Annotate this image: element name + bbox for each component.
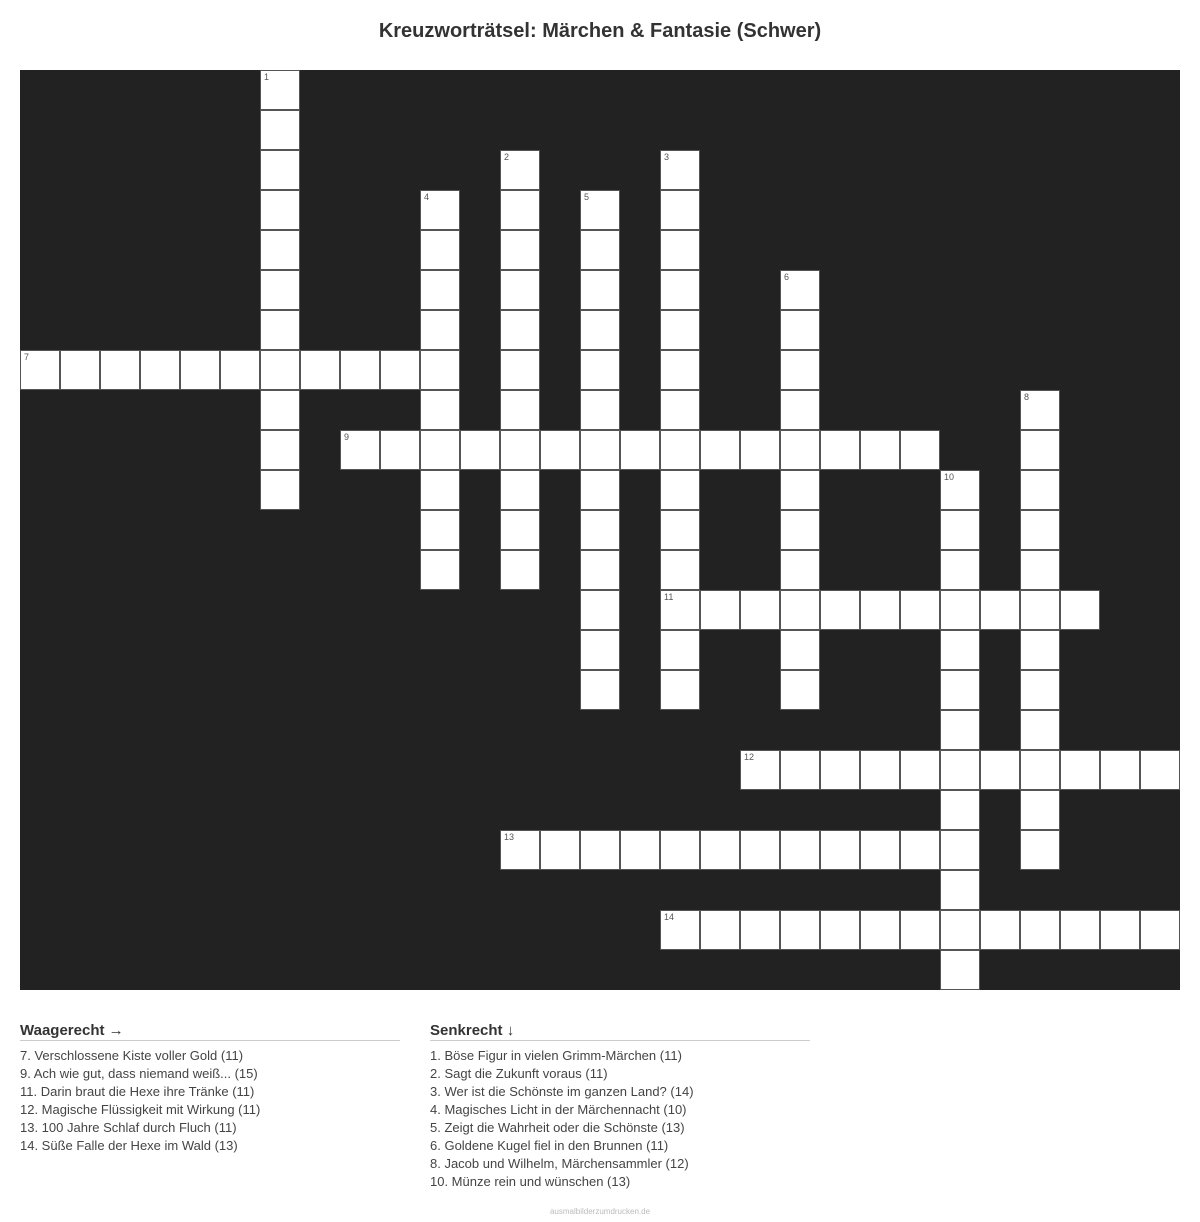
grid-cell[interactable]	[1060, 590, 1100, 630]
grid-cell[interactable]	[780, 350, 820, 390]
grid-cell[interactable]	[580, 230, 620, 270]
grid-cell[interactable]	[500, 350, 540, 390]
clue-number: 8	[1024, 392, 1030, 402]
clue-across: 9. Ach wie gut, dass niemand weiß... (15)	[20, 1066, 258, 1081]
grid-cell[interactable]	[420, 510, 460, 550]
clue-number: 3	[664, 152, 670, 162]
grid-cell[interactable]	[500, 430, 540, 470]
grid-cell[interactable]	[580, 270, 620, 310]
grid-cell[interactable]	[260, 150, 300, 190]
grid-cell[interactable]	[860, 910, 900, 950]
grid-cell[interactable]	[180, 350, 220, 390]
clue-down: 8. Jacob und Wilhelm, Märchensammler (12)	[430, 1156, 689, 1171]
grid-cell[interactable]	[660, 470, 700, 510]
grid-cell[interactable]	[1100, 910, 1140, 950]
grid-cell[interactable]	[500, 550, 540, 590]
footer-credit: ausmalbilderzumdrucken.de	[549, 1207, 651, 1216]
grid-cell[interactable]	[1020, 710, 1060, 750]
grid-cell[interactable]	[780, 630, 820, 670]
grid-cell[interactable]	[380, 350, 420, 390]
clue-across: 11. Darin braut die Hexe ihre Tränke (11)	[20, 1084, 255, 1099]
grid-cell[interactable]	[1140, 910, 1180, 950]
grid-cell[interactable]	[940, 950, 980, 990]
clue-number: 12	[744, 752, 755, 762]
grid-cell[interactable]	[1060, 910, 1100, 950]
grid-cell[interactable]	[940, 830, 980, 870]
grid-cell[interactable]	[940, 510, 980, 550]
grid-cell[interactable]	[500, 270, 540, 310]
grid-cell[interactable]	[780, 550, 820, 590]
grid-cell[interactable]	[580, 830, 620, 870]
clue-down: 5. Zeigt die Wahrheit oder die Schönste (13)	[430, 1120, 685, 1135]
grid-cell[interactable]	[420, 270, 460, 310]
clue-number: 14	[664, 912, 675, 922]
grid-cell[interactable]	[1020, 830, 1060, 870]
clue-number: 5	[584, 192, 590, 202]
grid-cell[interactable]	[940, 630, 980, 670]
grid-cell[interactable]	[660, 310, 700, 350]
grid-cell[interactable]	[940, 870, 980, 910]
grid-cell[interactable]	[740, 430, 780, 470]
grid-cell[interactable]	[780, 510, 820, 550]
grid-cell[interactable]	[580, 670, 620, 710]
grid-cell[interactable]	[340, 350, 380, 390]
grid-cell[interactable]	[660, 230, 700, 270]
grid-cell[interactable]	[540, 830, 580, 870]
grid-cell[interactable]	[780, 750, 820, 790]
grid-cell[interactable]	[780, 430, 820, 470]
clue-number: 7	[24, 352, 30, 362]
grid-cell[interactable]	[260, 430, 300, 470]
grid-cell[interactable]	[940, 590, 980, 630]
grid-cell[interactable]	[820, 430, 860, 470]
grid-cell[interactable]	[780, 830, 820, 870]
grid-cell[interactable]	[260, 270, 300, 310]
grid-cell[interactable]	[940, 790, 980, 830]
grid-cell[interactable]	[1020, 390, 1060, 430]
grid-cell[interactable]	[940, 910, 980, 950]
grid-cell[interactable]	[860, 590, 900, 630]
grid-cell[interactable]	[20, 350, 60, 390]
grid-cell[interactable]	[660, 390, 700, 430]
grid-cell[interactable]	[740, 750, 780, 790]
grid-cell[interactable]	[900, 750, 940, 790]
grid-cell[interactable]	[700, 430, 740, 470]
down-clues-section	[430, 1022, 810, 1191]
grid-cell[interactable]	[260, 470, 300, 510]
grid-cell[interactable]	[300, 350, 340, 390]
crossword-grid	[20, 70, 1180, 990]
grid-cell[interactable]	[420, 430, 460, 470]
grid-cell[interactable]	[620, 430, 660, 470]
grid-cell[interactable]	[420, 230, 460, 270]
clue-number: 11	[664, 592, 674, 602]
grid-cell[interactable]	[1060, 750, 1100, 790]
grid-cell[interactable]	[420, 550, 460, 590]
grid-cell[interactable]	[1020, 630, 1060, 670]
grid-cell[interactable]	[580, 590, 620, 630]
grid-cell[interactable]	[820, 750, 860, 790]
grid-cell[interactable]	[860, 830, 900, 870]
clue-across: 7. Verschlossene Kiste voller Gold (11)	[20, 1048, 244, 1063]
grid-cell[interactable]	[500, 510, 540, 550]
clue-number: 2	[504, 152, 510, 162]
grid-cell[interactable]	[700, 830, 740, 870]
grid-cell[interactable]	[860, 430, 900, 470]
grid-cell[interactable]	[1020, 910, 1060, 950]
grid-cell[interactable]	[660, 430, 700, 470]
across-clues-section	[20, 1022, 400, 1155]
grid-cell[interactable]	[900, 590, 940, 630]
grid-cell[interactable]	[420, 350, 460, 390]
grid-cell[interactable]	[980, 750, 1020, 790]
grid-cell[interactable]	[660, 910, 700, 950]
grid-cell[interactable]	[740, 910, 780, 950]
clue-down: 4. Magisches Licht in der Märchennacht (10)	[430, 1102, 687, 1117]
grid-cell[interactable]	[820, 590, 860, 630]
grid-cell[interactable]	[380, 430, 420, 470]
grid-cell[interactable]	[940, 750, 980, 790]
grid-cell[interactable]	[580, 390, 620, 430]
grid-cell[interactable]	[700, 910, 740, 950]
grid-cell[interactable]	[1020, 750, 1060, 790]
clue-number: 4	[424, 192, 430, 202]
grid-cell[interactable]	[900, 430, 940, 470]
grid-cell[interactable]	[1020, 470, 1060, 510]
down-heading: Senkrecht ↓	[430, 1022, 810, 1041]
grid-cell[interactable]	[500, 150, 540, 190]
grid-cell[interactable]	[500, 230, 540, 270]
grid-cell[interactable]	[60, 350, 100, 390]
clue-down: 6. Goldene Kugel fiel in den Brunnen (11)	[430, 1138, 669, 1153]
grid-cell[interactable]	[580, 550, 620, 590]
grid-cell[interactable]	[100, 350, 140, 390]
grid-cell[interactable]	[220, 350, 260, 390]
grid-cell[interactable]	[1020, 550, 1060, 590]
grid-cell[interactable]	[660, 510, 700, 550]
grid-cell[interactable]	[660, 590, 700, 630]
grid-cell[interactable]	[260, 110, 300, 150]
grid-cell[interactable]	[540, 430, 580, 470]
grid-cell[interactable]	[340, 430, 380, 470]
clue-down: 3. Wer ist die Schönste im ganzen Land? (14)	[430, 1084, 694, 1099]
clue-across: 14. Süße Falle der Hexe im Wald (13)	[20, 1138, 238, 1153]
grid-cell[interactable]	[820, 830, 860, 870]
grid-cell[interactable]	[500, 310, 540, 350]
grid-cell[interactable]	[660, 630, 700, 670]
grid-cell[interactable]	[660, 550, 700, 590]
across-heading: Waagerecht →	[20, 1022, 400, 1041]
grid-cell[interactable]	[1020, 430, 1060, 470]
grid-cell[interactable]	[580, 470, 620, 510]
grid-cell[interactable]	[260, 70, 300, 110]
grid-cell[interactable]	[820, 910, 860, 950]
grid-cell[interactable]	[940, 470, 980, 510]
grid-cell[interactable]	[140, 350, 180, 390]
grid-cell[interactable]	[980, 590, 1020, 630]
grid-cell[interactable]	[780, 310, 820, 350]
clue-down: 1. Böse Figur in vielen Grimm-Märchen (11)	[430, 1048, 682, 1063]
grid-cell[interactable]	[500, 390, 540, 430]
clue-number: 10	[944, 472, 955, 482]
grid-cell[interactable]	[660, 190, 700, 230]
clue-down: 10. Münze rein und wünschen (13)	[430, 1174, 631, 1189]
grid-cell[interactable]	[1140, 750, 1180, 790]
grid-cell[interactable]	[580, 350, 620, 390]
grid-cell[interactable]	[460, 430, 500, 470]
grid-cell[interactable]	[420, 470, 460, 510]
grid-cell[interactable]	[580, 430, 620, 470]
clue-number: 1	[264, 72, 270, 82]
clue-number: 6	[784, 272, 790, 282]
clue-down: 2. Sagt die Zukunft voraus (11)	[430, 1066, 608, 1081]
page-title: Kreuzworträtsel: Märchen & Fantasie (Schwer)	[378, 20, 822, 42]
grid-cell[interactable]	[500, 830, 540, 870]
grid-cell[interactable]	[260, 310, 300, 350]
grid-cell[interactable]	[660, 350, 700, 390]
grid-cell[interactable]	[660, 670, 700, 710]
grid-cell[interactable]	[980, 910, 1020, 950]
grid-cell[interactable]	[900, 830, 940, 870]
grid-cell[interactable]	[1020, 790, 1060, 830]
grid-cell[interactable]	[780, 470, 820, 510]
grid-cell[interactable]	[660, 830, 700, 870]
grid-cell[interactable]	[780, 590, 820, 630]
grid-cell[interactable]	[420, 310, 460, 350]
grid-cell[interactable]	[260, 230, 300, 270]
grid-cell[interactable]	[780, 390, 820, 430]
grid-cell[interactable]	[500, 190, 540, 230]
clue-number: 9	[344, 432, 350, 442]
grid-cell[interactable]	[740, 830, 780, 870]
grid-cell[interactable]	[660, 150, 700, 190]
grid-cell[interactable]	[420, 190, 460, 230]
grid-cell[interactable]	[580, 630, 620, 670]
clue-across: 12. Magische Flüssigkeit mit Wirkung (11)	[20, 1102, 261, 1117]
grid-cell[interactable]	[500, 470, 540, 510]
grid-cell[interactable]	[260, 390, 300, 430]
grid-cell[interactable]	[620, 830, 660, 870]
grid-cell[interactable]	[420, 390, 460, 430]
grid-cell[interactable]	[940, 710, 980, 750]
grid-cell[interactable]	[780, 910, 820, 950]
grid-cell[interactable]	[940, 550, 980, 590]
clue-number: 13	[504, 832, 515, 842]
grid-cell[interactable]	[580, 510, 620, 550]
clue-across: 13. 100 Jahre Schlaf durch Fluch (11)	[20, 1120, 237, 1135]
grid-cell[interactable]	[700, 590, 740, 630]
grid-cell[interactable]	[580, 310, 620, 350]
grid-cell[interactable]	[580, 190, 620, 230]
grid-cell[interactable]	[780, 670, 820, 710]
grid-cell[interactable]	[260, 350, 300, 390]
grid-cell[interactable]	[940, 670, 980, 710]
grid-cell[interactable]	[860, 750, 900, 790]
grid-cell[interactable]	[1020, 590, 1060, 630]
grid-cell[interactable]	[260, 190, 300, 230]
grid-cell[interactable]	[1100, 750, 1140, 790]
grid-cell[interactable]	[900, 910, 940, 950]
grid-cell[interactable]	[740, 590, 780, 630]
grid-cell[interactable]	[660, 270, 700, 310]
grid-cell[interactable]	[780, 270, 820, 310]
grid-cell[interactable]	[1020, 510, 1060, 550]
grid-cell[interactable]	[1020, 670, 1060, 710]
